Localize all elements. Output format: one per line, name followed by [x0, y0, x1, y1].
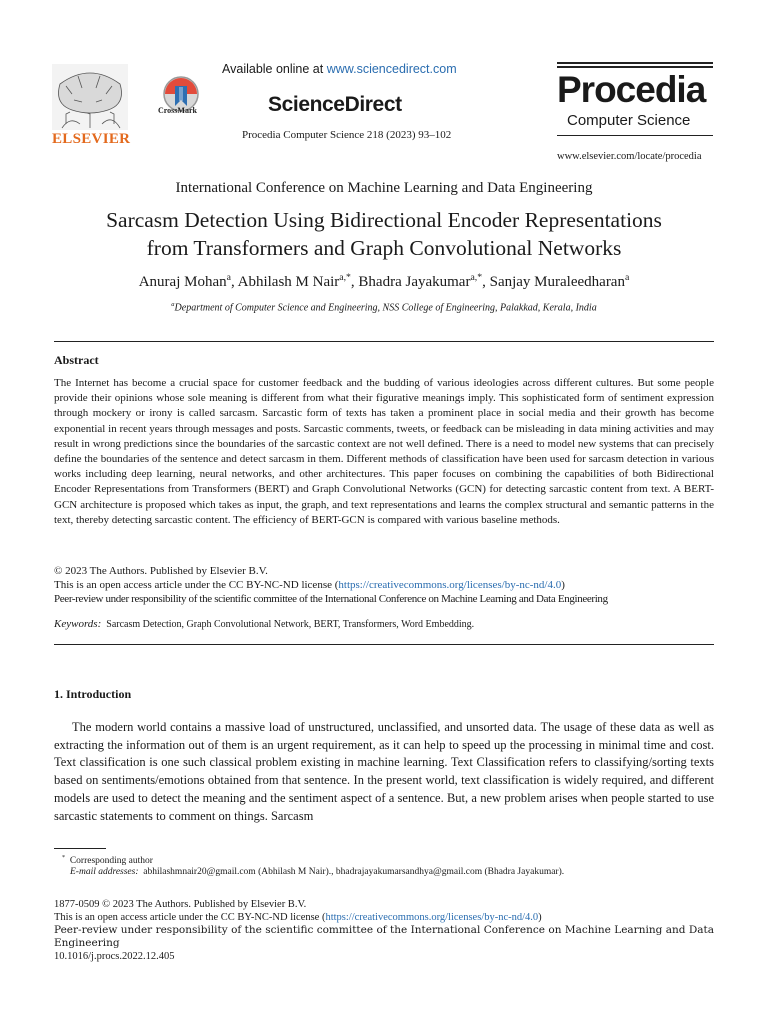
crossmark-label: CrossMark	[158, 106, 197, 115]
email-label: E-mail addresses:	[70, 867, 139, 877]
footnote-marker: *	[62, 855, 66, 861]
email-addresses-note	[70, 866, 564, 879]
affiliation-text: Department of Computer Science and Engineering, NSS College of Engineering, Palakkad, Kerala, India	[174, 302, 597, 314]
abstract-heading: Abstract	[54, 353, 99, 367]
abstract-text: The Internet has become a crucial space for customer feedback and the budding of various ideologies across different cultures. But some people provide their opinions whose sole meaning is different from what their figurative meanings imply. This sophisticated form of sentiment expression through mockery or irony is called sarcasm. Sarcastic form of texts has taken a prominent place in social media and their growth has become exponential in recent years through messages and posts. Sarcastic comments, tweets, or feedback can be misleading in data mining activities and may result in wrong predictions since the boundaries of the sarcastic context are not well defined. There is a need to model new systems that can precisely define the boundaries of the sentence and detect sarcasm in them. Different methods of classification have been used for sarcasm detection in various works including deep learning, neural networks, and other architectures. This paper focuses on combining the capabilities of both Bidirectional Encoder Representations from Transformers (BERT) and Graph Convolutional Networks (GCN) for detecting sarcastic content from text. A BERT-GCN architecture is proposed which takes as input, the graph, and text representations and learns the complex structural and semantic patterns in the text, thereby detecting sarcastic content. The efficiency of BERT-GCN is compared with various baseline methods.	[54, 377, 714, 526]
sciencedirect-wordmark: ScienceDirect	[268, 93, 402, 116]
procedia-top-bar	[557, 62, 713, 64]
license-link[interactable]: https://creativecommons.org/licenses/by-nc-nd/4.0	[325, 912, 539, 923]
author-name: Anuraj Mohan	[138, 274, 227, 290]
paper-title-line-2: from Transformers and Graph Convolutional Networks	[146, 236, 622, 260]
license-link[interactable]: https://creativecommons.org/licenses/by-nc-nd/4.0	[338, 579, 562, 591]
author-name: Abhilash M Nair	[237, 274, 340, 290]
available-online-line	[222, 62, 457, 76]
doi[interactable]: 10.1016/j.procs.2022.12.405	[54, 951, 175, 962]
bottom-peer-review: Peer-review under responsibility of the scientific committee of the International Conference on Machine Learning and Data Engineering	[54, 924, 714, 949]
procedia-bottom-rule	[557, 135, 713, 136]
keywords-line	[54, 618, 474, 630]
abstract-bottom-rule	[54, 644, 714, 645]
abstract-top-rule	[54, 341, 714, 342]
section-heading-introduction: 1. Introduction	[54, 687, 132, 701]
keywords-label: Keywords:	[54, 618, 102, 630]
email-addresses[interactable]: abhilashmnair20@gmail.com (Abhilash M Nair)., bhadrajayakumarsandhya@gmail.com (Bhadra Jayakumar).	[143, 867, 565, 877]
author-affil-mark: a	[624, 272, 630, 283]
journal-reference: Procedia Computer Science 218 (2023) 93–102	[242, 129, 452, 141]
elsevier-wordmark: ELSEVIER	[52, 131, 131, 147]
affiliation	[40, 301, 728, 313]
author-list: Anuraj Mohan$^a$, Abhilash M Nair$^{a,*}$, Bhadra Jayakumar$^{a,*}$, Sanjay Muraleedharan$^a$	[138, 272, 630, 290]
journal-locate-url[interactable]: www.elsevier.com/locate/procedia	[557, 151, 702, 162]
abstract-peer-review: Peer-review under responsibility of the scientific committee of the International Conference on Machine Learning and Data Engineering	[54, 593, 608, 605]
abstract-copyright: © 2023 The Authors. Published by Elsevier B.V.	[54, 565, 268, 577]
procedia-subtitle: Computer Science	[567, 112, 691, 129]
sciencedirect-link[interactable]: www.sciencedirect.com	[326, 62, 457, 76]
procedia-logo	[557, 62, 713, 136]
procedia-wordmark: Procedia	[557, 69, 706, 110]
author-name: Bhadra Jayakumar	[358, 274, 471, 290]
footnote-rule	[54, 848, 106, 849]
license-prefix: This is an open access article under the CC BY-NC-ND license (	[54, 579, 339, 591]
paper-title	[40, 206, 728, 262]
issn-line: 1877-0509 © 2023 The Authors. Published by Elsevier B.V.	[54, 899, 307, 910]
author-name: Sanjay Muraleedharan	[489, 274, 625, 290]
bottom-license-line	[54, 911, 714, 924]
paper-title-line-1: Sarcasm Detection Using Bidirectional Encoder Representations	[106, 208, 662, 232]
introduction-text: The modern world contains a massive load of unstructured, unclassified, and unsorted data. The usage of these data as well as extracting the information out of them is an urgent requirement, as it can help to speed up the processing in minimal time and cost. Text classification is one such classical problem existing in machine learning. Text Classification refers to classifying/sorting texts based on sentiments/emotions obtained from that sentence. In the present world, text classification is widely required, and different models are used to detect the meaning and the sentiment aspect of a sentence. But, a new problem arises when people started to use sarcastic statements to comment on things. Sarcasm	[54, 720, 714, 823]
corresponding-author-label: Corresponding author	[69, 856, 153, 867]
license-suffix: )	[561, 579, 565, 591]
keywords-text: Sarcasm Detection, Graph Convolutional Network, BERT, Transformers, Word Embedding.	[106, 619, 475, 630]
author-affil-mark: a,*	[470, 272, 483, 283]
license-prefix: This is an open access article under the CC BY-NC-ND license (	[54, 912, 326, 923]
affiliation-mark: a	[171, 301, 175, 308]
license-suffix: )	[538, 912, 542, 923]
abstract-license-line	[54, 578, 714, 592]
available-prefix: Available online at	[222, 62, 327, 76]
author-affil-mark: a,*	[339, 272, 351, 283]
procedia-top-bar-2	[557, 66, 713, 68]
author-affil-mark: a	[226, 272, 231, 283]
conference-name: International Conference on Machine Learning and Data Engineering	[175, 180, 593, 196]
